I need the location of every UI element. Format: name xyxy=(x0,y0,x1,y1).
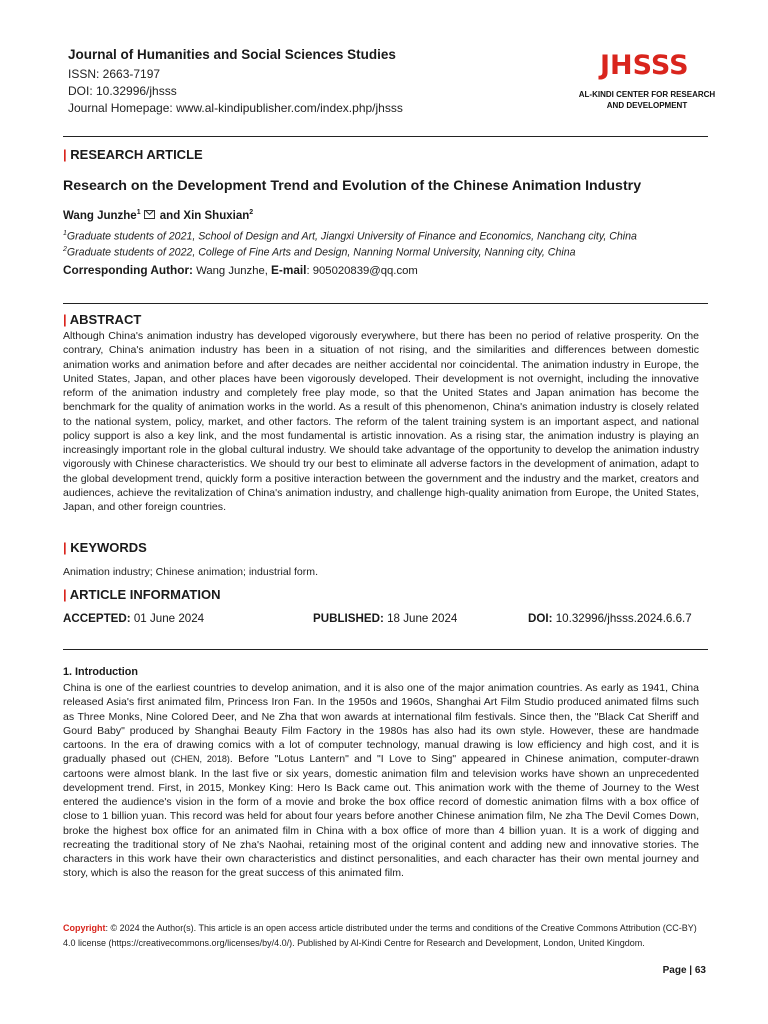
article-type-heading xyxy=(63,147,203,162)
mail-icon[interactable] xyxy=(144,210,155,219)
abstract-divider xyxy=(63,303,708,304)
affiliation-1 xyxy=(63,230,637,243)
intro-text-1: China is one of the earliest countries to develop animation, and it is also one of the major animation countries. As early as 1941, China released Asia's first animated film, Princess Iron Fan. In the 1950s and 1960s, Shanghai Art Film Studio produced animated films such as Three Monks, Nine Colored Deer, and Ne Zha that won awards at international film festivals. Since then, the "Black Cat Sheriff and Gourd Baby" produced by Shanghai Beauty Film Factory in the 1980s has also had its own style. However, these are handmade cartoons. In the era of drawing comics with a lot of computer technology, manual drawing is low efficiency and high cost, and it is gradually phased out xyxy=(63,682,699,766)
author-list xyxy=(63,209,253,222)
published-value: 18 June 2024 xyxy=(383,612,458,625)
journal-doi: DOI: 10.32996/jhsss xyxy=(68,84,177,98)
copyright-label: Copyright xyxy=(63,923,106,933)
article-doi xyxy=(528,612,692,625)
keywords-heading-text: KEYWORDS xyxy=(70,540,147,555)
publisher-name-line2: AND DEVELOPMENT xyxy=(606,101,688,110)
publisher-name-line1: AL-KINDI CENTER FOR RESEARCH xyxy=(578,90,716,99)
author-name-2: and Xin Shuxian xyxy=(156,209,250,222)
section-bar-icon: | xyxy=(63,147,67,162)
page-number: Page | 63 xyxy=(662,965,706,976)
article-info-heading-text: ARTICLE INFORMATION xyxy=(69,587,221,602)
copyright-text: : © 2024 the Author(s). This article is an open access article distributed under the terms and conditions of the Creative Commons Attribution (CC-BY) 4.0 license (https://creativecommons.org/licenses/by/4.0/). Published by Al-Kindi Centre for Research and Development, London, United Kingdom. xyxy=(63,923,697,948)
email-address[interactable]: : 905020839@qq.com xyxy=(306,265,418,277)
affiliation-2 xyxy=(63,246,575,259)
copyright-notice xyxy=(63,921,699,951)
corresponding-author xyxy=(63,263,418,277)
published-date xyxy=(313,612,457,625)
aff-sup-2: 2 xyxy=(63,246,67,253)
abstract-heading-text: ABSTRACT xyxy=(69,312,142,327)
info-divider xyxy=(63,649,708,650)
citation: (CHEN, 2018) xyxy=(170,754,230,765)
journal-homepage[interactable]: Journal Homepage: www.al-kindipublisher.com/index.php/jhsss xyxy=(68,101,403,115)
published-label: PUBLISHED: xyxy=(313,612,384,625)
accepted-date xyxy=(63,612,204,625)
author-sup-2: 2 xyxy=(249,209,254,216)
article-type: RESEARCH ARTICLE xyxy=(70,147,203,162)
section-bar-icon: | xyxy=(63,540,67,555)
intro-text-2: . Before "Lotus Lantern" and "I Love to Sing" appeared in Chinese animation, computer-drawn cartoons were almost blank. In the last five or six years, domestic animation film and television works have shown an unprecedented development trend. First, in 2015, Monkey King: Hero Is Back came out. This animation work with the theme of Journey to the West entered the audience's vision in the form of a movie and broke the box office record of domestic animation films with a box office of close to 1 billion yuan. This record was held for about four years before another Chinese animation film, Ne zha The Devil Comes Down, broke the highest box office for an animated film in China with a box office of more than 4 billion yuan. It is a work of digging and recreating the traditional story of Ne zha's Naohai, retaining most of the original content and adding new and innovative stories. The characters in this work have their own characteristics and distinct personalities, and each character has their own mental journey and story, which is also the reason for the great success of this animated film. xyxy=(63,753,699,880)
abstract-text: Although China's animation industry has developed vigorously everywhere, but there has been no period of relative prosperity. On the contrary, China's animation industry has been in a situation of not rising, and the similarities and differences between domestic animation works and animation before and after decades are neither accidental nor coincidental. The animation industry in Europe, the United States, Japan, and other places have been vigorously developed. Their development is not overnight, including the innovative reform of the animation industry and completely free play mode, so that the United States and Japan animation has become the benchmark for the quality of animation works in the world. As a result of this phenomenon, China's animation industry is closely related to the national system, policy, market, and other factors. The reform of the talent training system is an important aspect, and national policy support is also a key link, and the most fundamental is artistic innovation. As a rising star, the animation industry is playing an increasingly important role in the global cultural industry. We should take advantage of the opportunity to develop the animation industry vigorously with Chinese characteristics. We should try our best to eliminate all adverse factors in the development of animation, adapt to the global development trend, quickly form a positive interaction between the government and the industry and the market, creators and audiences, achieve the revitalization of China's animation industry, and challenge high-quality animation from Europe, the United States, Japan, and other foreign countries. xyxy=(63,330,699,513)
email-label: E-mail xyxy=(271,263,307,277)
paper-title: Research on the Development Trend and Evolution of the Chinese Animation Industry xyxy=(63,178,642,194)
section-bar-icon: | xyxy=(63,312,67,327)
author-sup: 1 xyxy=(136,209,141,216)
article-info-heading xyxy=(63,587,220,602)
author-name: Wang Junzhe xyxy=(63,209,137,222)
accepted-label: ACCEPTED: xyxy=(63,612,131,625)
aff-text-2: Graduate students of 2022, College of Fine Arts and Design, Nanning Normal University, Nanning city, China xyxy=(66,246,576,259)
intro-paragraph xyxy=(63,681,699,881)
journal-logo: JHSSS xyxy=(600,50,689,81)
aff-text-1: Graduate students of 2021, School of Design and Art, Jiangxi University of Finance and Economics, Nanchang city, China xyxy=(66,230,637,243)
journal-issn: ISSN: 2663-7197 xyxy=(68,67,161,81)
journal-title: Journal of Humanities and Social Sciences Studies xyxy=(68,47,396,62)
accepted-value: 01 June 2024 xyxy=(130,612,205,625)
corr-label: Corresponding Author: xyxy=(63,263,193,277)
aff-sup-1: 1 xyxy=(63,230,67,237)
abstract-heading xyxy=(63,312,141,327)
doi-value[interactable]: 10.32996/jhsss.2024.6.6.7 xyxy=(552,612,692,625)
intro-heading: 1. Introduction xyxy=(63,666,138,678)
corr-name: Wang Junzhe, xyxy=(192,265,272,277)
doi-label: DOI: xyxy=(528,612,553,625)
keywords-text: Animation industry; Chinese animation; industrial form. xyxy=(63,566,318,578)
section-bar-icon: | xyxy=(63,587,67,602)
header-divider xyxy=(63,136,708,137)
keywords-heading xyxy=(63,540,147,555)
